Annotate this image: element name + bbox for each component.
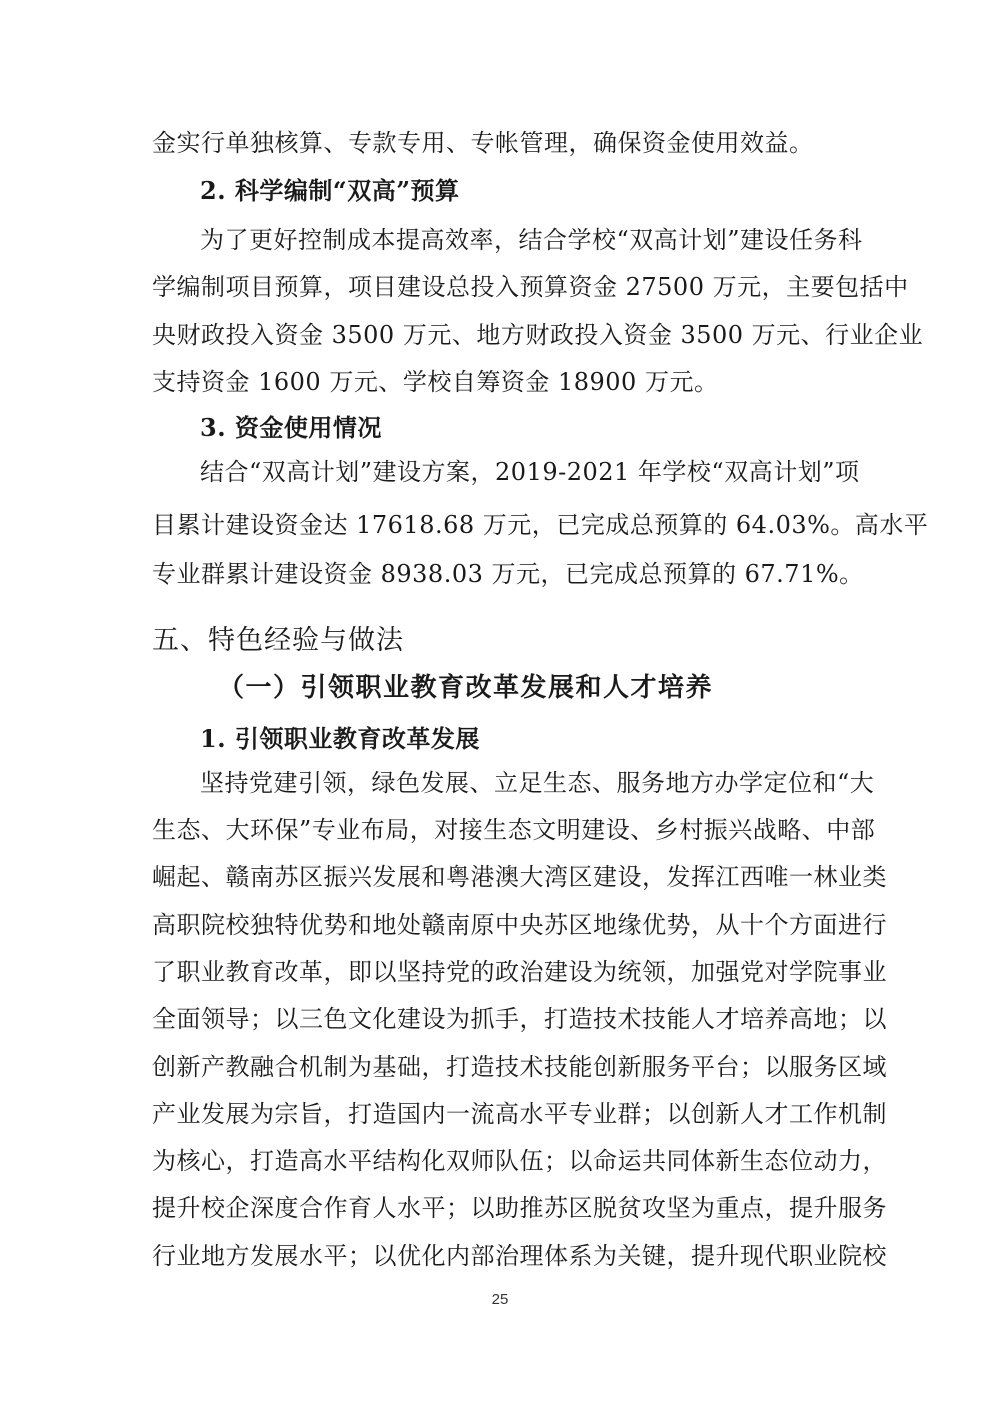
body-text-line: 提升校企深度合作育人水平；以助推苏区脱贫攻坚为重点，提升服务 <box>152 1194 887 1222</box>
body-text-line: 全面领导；以三色文化建设为抓手，打造技术技能人才培养高地；以 <box>152 1005 887 1033</box>
body-text-line: 结合“双高计划”建设方案，2019-2021 年学校“双高计划”项 <box>200 458 860 486</box>
page-number: 25 <box>491 1291 509 1308</box>
body-text-line: 产业发展为宗旨，打造国内一流高水平专业群；以创新人才工作机制 <box>152 1100 887 1128</box>
body-text-line: 为核心，打造高水平结构化双师队伍；以命运共同体新生态位动力， <box>152 1147 887 1175</box>
body-text-line: 金实行单独核算、专款专用、专帐管理，确保资金使用效益。 <box>152 129 814 157</box>
body-text-line: 央财政投入资金 3500 万元、地方财政投入资金 3500 万元、行业企业 <box>152 321 924 349</box>
body-text-line: 了职业教育改革，即以坚持党的政治建设为统领，加强党对学院事业 <box>152 958 887 986</box>
subsection-heading: 2. 科学编制“双高”预算 <box>200 176 460 205</box>
body-text-line: 为了更好控制成本提高效率，结合学校“双高计划”建设任务科 <box>200 226 863 254</box>
subsection-title: （一）引领职业教育改革发展和人才培养 <box>218 673 714 703</box>
body-text-line: 学编制项目预算，项目建设总投入预算资金 27500 万元，主要包括中 <box>152 273 909 301</box>
subsection-heading: 1. 引领职业教育改革发展 <box>200 724 480 753</box>
body-text-line: 支持资金 1600 万元、学校自筹资金 18900 万元。 <box>152 368 719 396</box>
body-text-line: 高职院校独特优势和地处赣南原中央苏区地缘优势，从十个方面进行 <box>152 911 887 939</box>
body-text-line: 专业群累计建设资金 8938.03 万元，已完成总预算的 67.71%。 <box>152 560 864 588</box>
body-text-line: 行业地方发展水平；以优化内部治理体系为关键，提升现代职业院校 <box>152 1242 887 1270</box>
body-text-line: 创新产教融合机制为基础，打造技术技能创新服务平台；以服务区域 <box>152 1053 887 1081</box>
body-text-line: 坚持党建引领，绿色发展、立足生态、服务地方办学定位和“大 <box>200 769 875 797</box>
subsection-heading: 3. 资金使用情况 <box>200 413 382 442</box>
body-text-line: 生态、大环保”专业布局，对接生态文明建设、乡村振兴战略、中部 <box>152 816 876 844</box>
body-text-line: 目累计建设资金达 17618.68 万元，已完成总预算的 64.03%。高水平 <box>152 511 929 539</box>
body-text-line: 崛起、赣南苏区振兴发展和粤港澳大湾区建设，发挥江西唯一林业类 <box>152 863 887 891</box>
section-heading: 五、特色经验与做法 <box>152 625 404 656</box>
